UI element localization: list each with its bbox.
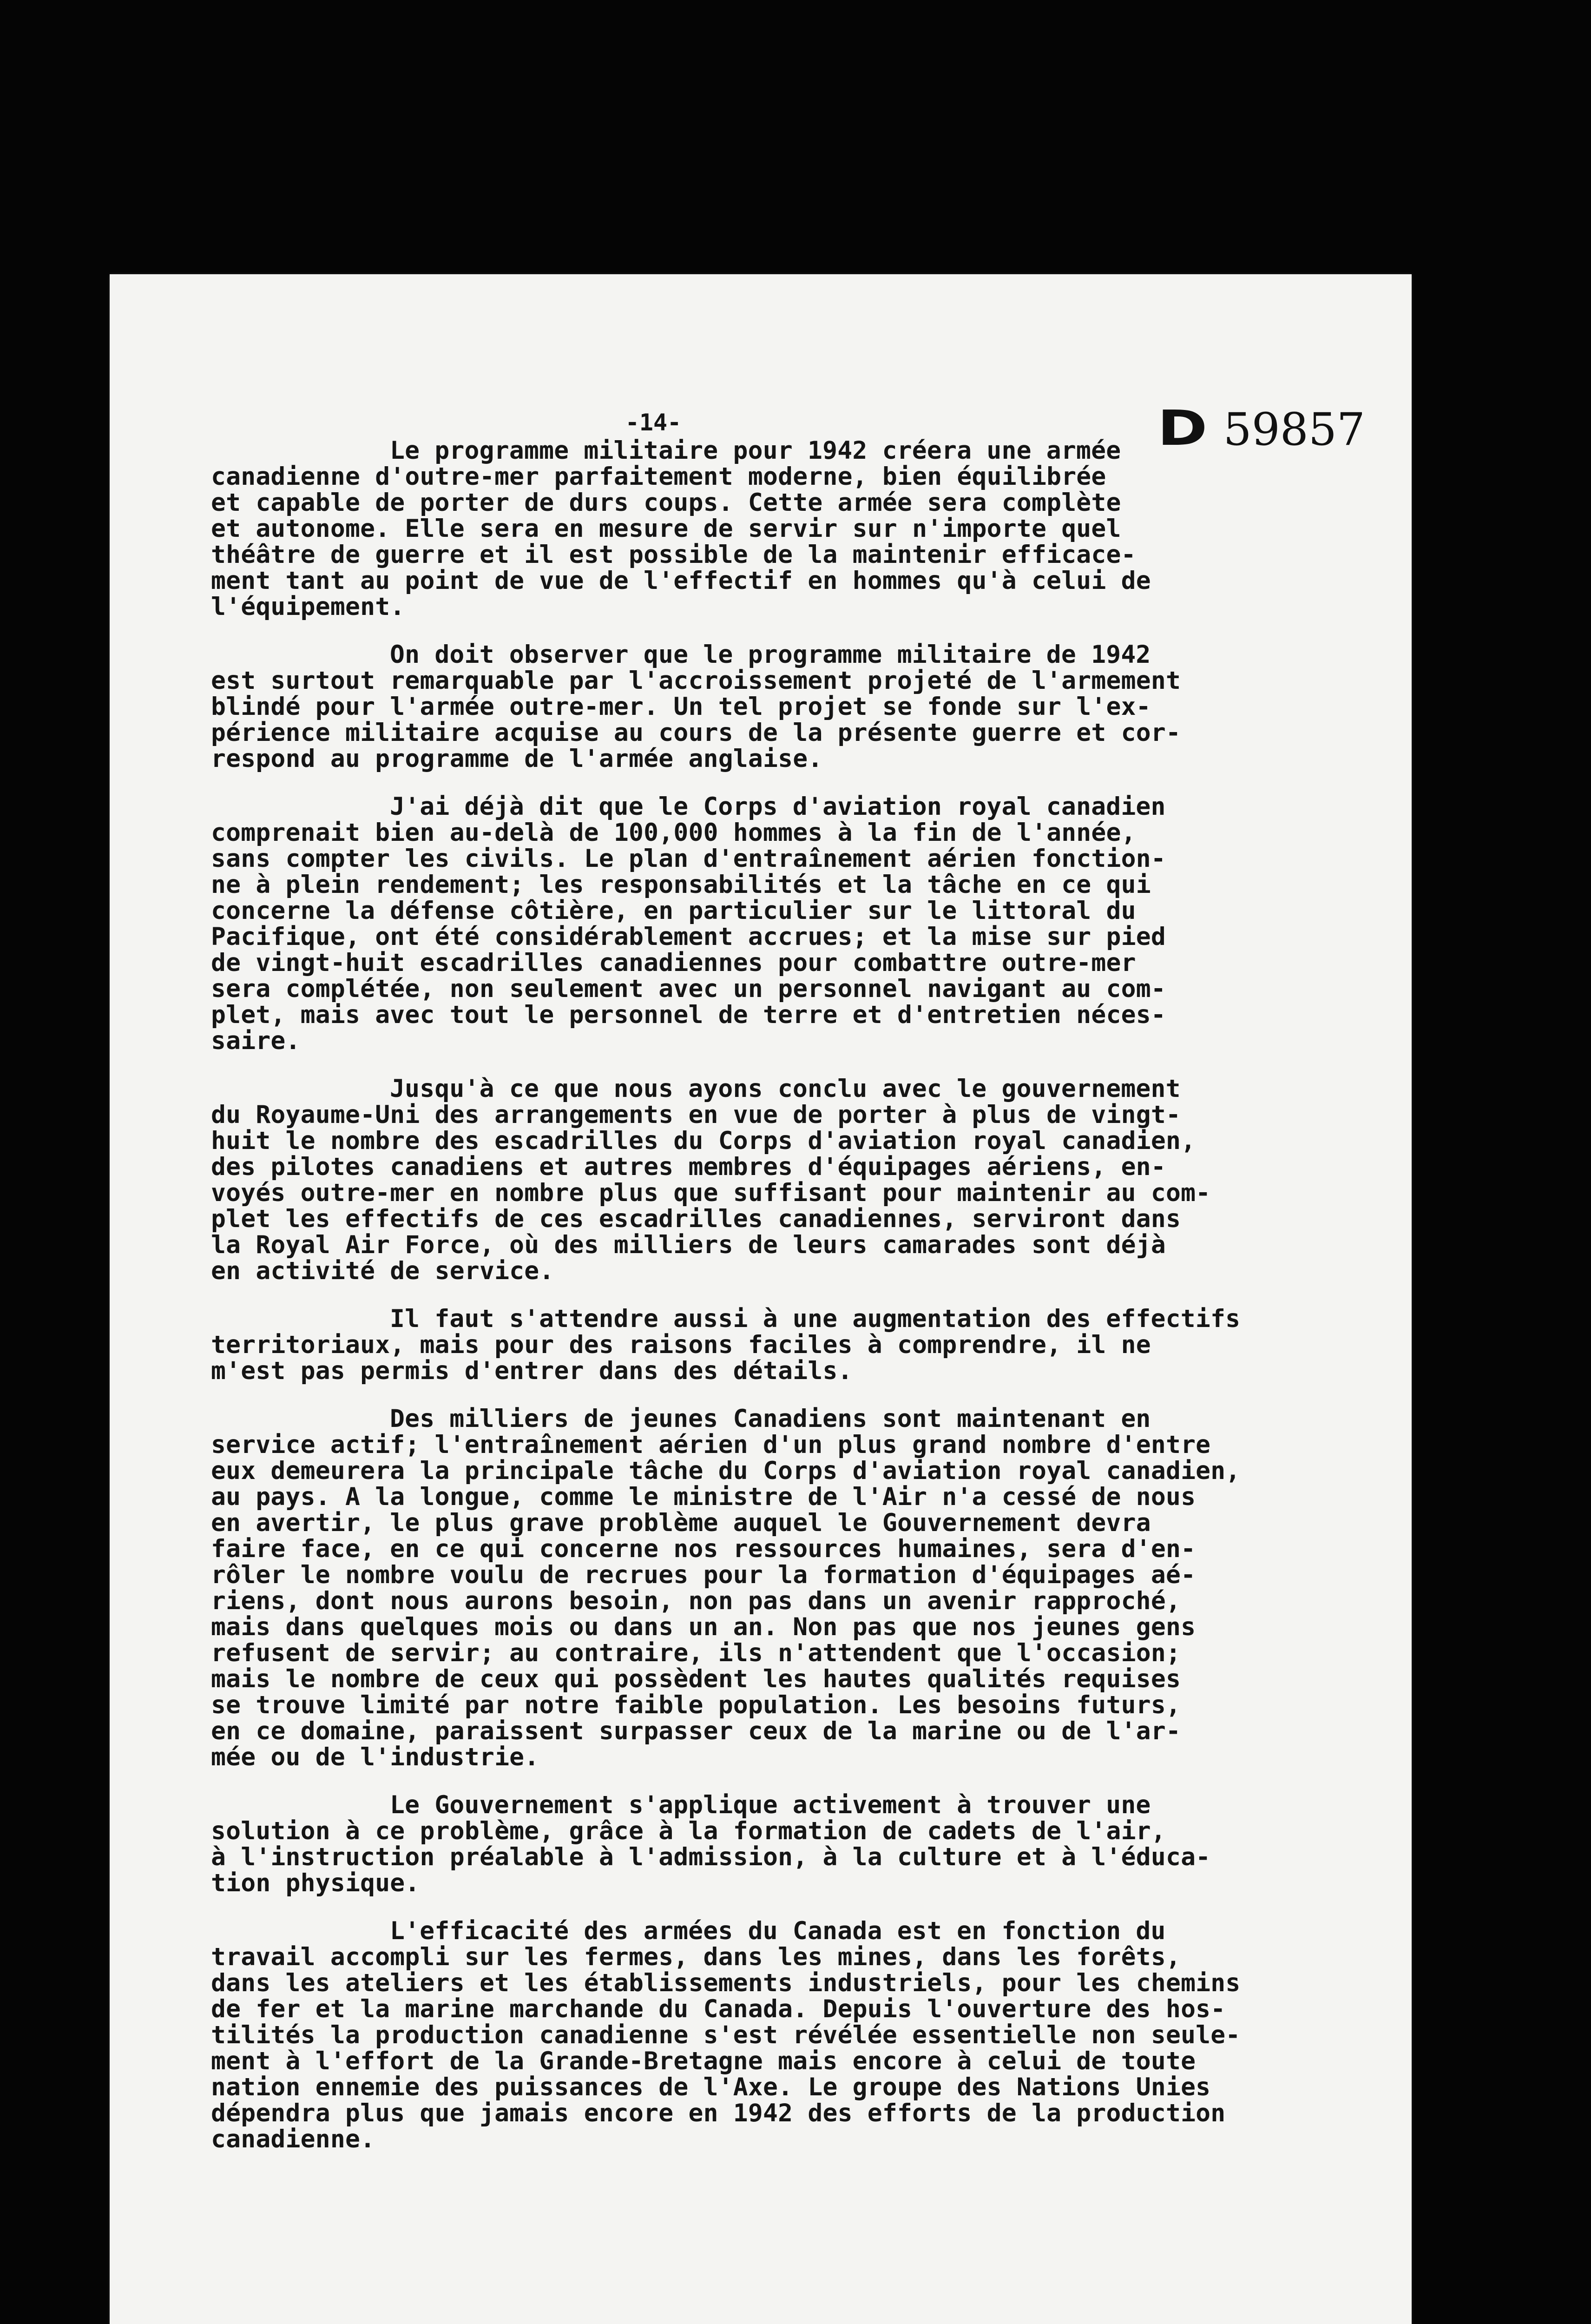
text-line: faire face, en ce qui concerne nos ressources humaines, sera d'en- xyxy=(211,1535,1196,1563)
text-line: est surtout remarquable par l'accroissement projeté de l'armement xyxy=(211,667,1181,695)
text-line: en ce domaine, paraissent surpasser ceux de la marine ou de l'ar- xyxy=(211,1717,1181,1745)
text-line: dépendra plus que jamais encore en 1942 des efforts de la production xyxy=(211,2099,1226,2127)
text-line: voyés outre-mer en nombre plus que suffisant pour maintenir au com- xyxy=(211,1179,1211,1207)
text-line: dans les ateliers et les établissements industriels, pour les chemins xyxy=(211,1969,1241,1997)
text-line: sera complétée, non seulement avec un personnel navigant au com- xyxy=(211,975,1166,1003)
text-line: l'équipement. xyxy=(211,593,405,621)
text-line: au pays. A la longue, comme le ministre de l'Air n'a cessé de nous xyxy=(211,1483,1196,1511)
text-line: concerne la défense côtière, en particulier sur le littoral du xyxy=(211,897,1136,925)
paragraph xyxy=(211,1406,1359,1770)
text-line: service actif; l'entraînement aérien d'un plus grand nombre d'entre xyxy=(211,1431,1211,1459)
text-line: territoriaux, mais pour des raisons faciles à comprendre, il ne xyxy=(211,1331,1151,1359)
text-line: mais le nombre de ceux qui possèdent les hautes qualités requises xyxy=(211,1665,1181,1693)
text-line: saire. xyxy=(211,1027,301,1055)
text-line: sans compter les civils. Le plan d'entraînement aérien fonction- xyxy=(211,845,1166,873)
text-line: à l'instruction préalable à l'admission, à la culture et à l'éduca- xyxy=(211,1843,1211,1871)
text-line: eux demeurera la principale tâche du Corps d'aviation royal canadien, xyxy=(211,1457,1241,1485)
text-line: respond au programme de l'armée anglaise. xyxy=(211,745,823,773)
text-line: canadienne. xyxy=(211,2125,375,2153)
paragraph xyxy=(211,1918,1359,2152)
document-page xyxy=(110,274,1412,2324)
text-line: ment à l'effort de la Grande-Bretagne mais encore à celui de toute xyxy=(211,2047,1196,2075)
text-line: se trouve limité par notre faible population. Les besoins futurs, xyxy=(211,1691,1181,1719)
text-line: travail accompli sur les fermes, dans les mines, dans les forêts, xyxy=(211,1943,1181,1971)
stamp-letter: D xyxy=(1157,400,1210,456)
text-line: du Royaume-Uni des arrangements en vue de porter à plus de vingt- xyxy=(211,1101,1181,1129)
text-line: rôler le nombre voulu de recrues pour la formation d'équipages aé- xyxy=(211,1561,1196,1589)
text-line: tion physique. xyxy=(211,1869,420,1897)
stamp-number: 59857 xyxy=(1223,403,1365,456)
paragraph xyxy=(211,794,1359,1054)
text-line: solution à ce problème, grâce à la formation de cadets de l'air, xyxy=(211,1817,1166,1845)
text-line: Des milliers de jeunes Canadiens sont maintenant en xyxy=(390,1405,1151,1433)
text-line: m'est pas permis d'entrer dans des détails. xyxy=(211,1357,853,1385)
text-line: ne à plein rendement; les responsabilités et la tâche en ce qui xyxy=(211,871,1151,899)
text-line: J'ai déjà dit que le Corps d'aviation royal canadien xyxy=(390,792,1166,821)
text-line: ment tant au point de vue de l'effectif en hommes qu'à celui de xyxy=(211,567,1151,595)
document-body xyxy=(211,438,1359,2174)
text-line: huit le nombre des escadrilles du Corps d'aviation royal canadien, xyxy=(211,1127,1196,1155)
paragraph xyxy=(211,1076,1359,1284)
text-line: On doit observer que le programme militaire de 1942 xyxy=(390,640,1151,669)
text-line: Pacifique, ont été considérablement accrues; et la mise sur pied xyxy=(211,923,1166,951)
text-line: la Royal Air Force, où des milliers de leurs camarades sont déjà xyxy=(211,1231,1166,1259)
text-line: de vingt-huit escadrilles canadiennes pour combattre outre-mer xyxy=(211,949,1136,977)
text-line: comprenait bien au-delà de 100,000 hommes à la fin de l'année, xyxy=(211,819,1136,847)
text-line: plet les effectifs de ces escadrilles canadiennes, serviront dans xyxy=(211,1205,1181,1233)
text-line: en activité de service. xyxy=(211,1257,554,1285)
text-line: en avertir, le plus grave problème auquel le Gouvernement devra xyxy=(211,1509,1151,1537)
text-line: de fer et la marine marchande du Canada. Depuis l'ouverture des hos- xyxy=(211,1995,1226,2023)
text-line: Jusqu'à ce que nous ayons conclu avec le gouvernement xyxy=(390,1075,1181,1103)
text-line: canadienne d'outre-mer parfaitement moderne, bien équilibrée xyxy=(211,462,1106,491)
paragraph xyxy=(211,642,1359,772)
text-line: nation ennemie des puissances de l'Axe. Le groupe des Nations Unies xyxy=(211,2073,1211,2101)
text-line: Le Gouvernement s'applique activement à trouver une xyxy=(390,1791,1151,1819)
text-line: riens, dont nous aurons besoin, non pas dans un avenir rapproché, xyxy=(211,1587,1181,1615)
text-line: L'efficacité des armées du Canada est en fonction du xyxy=(390,1917,1166,1945)
text-line: mée ou de l'industrie. xyxy=(211,1743,539,1771)
text-line: mais dans quelques mois ou dans un an. Non pas que nos jeunes gens xyxy=(211,1613,1196,1641)
text-line: blindé pour l'armée outre-mer. Un tel projet se fonde sur l'ex- xyxy=(211,693,1151,721)
text-line: Le programme militaire pour 1942 créera une armée xyxy=(390,436,1121,465)
text-line: Il faut s'attendre aussi à une augmentation des effectifs xyxy=(390,1305,1241,1333)
text-line: des pilotes canadiens et autres membres d'équipages aériens, en- xyxy=(211,1153,1166,1181)
text-line: et autonome. Elle sera en mesure de servir sur n'importe quel xyxy=(211,515,1121,543)
text-line: plet, mais avec tout le personnel de terre et d'entretien néces- xyxy=(211,1001,1166,1029)
paragraph xyxy=(211,438,1359,620)
text-line: tilités la production canadienne s'est révélée essentielle non seule- xyxy=(211,2021,1241,2049)
text-line: périence militaire acquise au cours de la présente guerre et cor- xyxy=(211,719,1181,747)
text-line: refusent de servir; au contraire, ils n'attendent que l'occasion; xyxy=(211,1639,1181,1667)
paragraph xyxy=(211,1306,1359,1384)
text-line: théâtre de guerre et il est possible de la maintenir efficace- xyxy=(211,541,1136,569)
text-line: et capable de porter de durs coups. Cette armée sera complète xyxy=(211,489,1121,517)
page-number: -14- xyxy=(625,409,682,436)
paragraph xyxy=(211,1792,1359,1896)
